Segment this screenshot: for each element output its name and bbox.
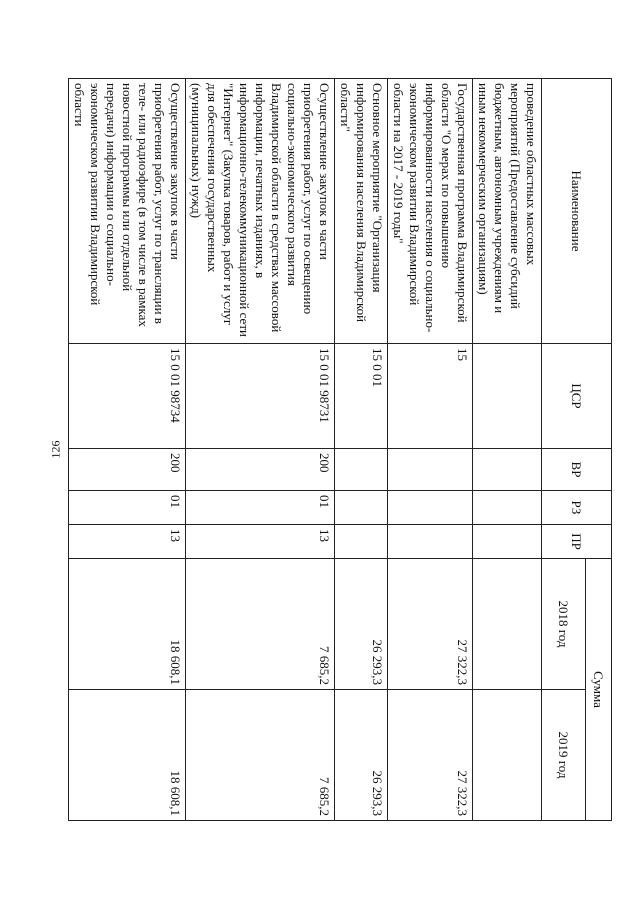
row-name: Государственная программа Владимирской области "О мерах по повышению информированности населения о социально-экономическом развитии Владимирской области на 2017 - 2019 годы"	[388, 79, 473, 344]
row-csr: 15 0 01 98731	[186, 344, 335, 449]
page-number: 126	[48, 440, 63, 459]
row-vr	[335, 449, 388, 491]
row-sum-2018: 18 608,1	[69, 559, 186, 690]
row-sum-2018	[473, 559, 542, 690]
header-year-2018: 2018 год	[542, 559, 586, 690]
header-pr: ПР	[542, 525, 612, 559]
row-sum-2018: 7 685,2	[186, 559, 335, 690]
budget-table	[68, 78, 612, 821]
row-csr: 15 0 01	[335, 344, 388, 449]
table-row	[388, 79, 473, 821]
row-rz	[473, 491, 542, 525]
row-csr: 15	[388, 344, 473, 449]
row-csr: 15 0 01 98734	[69, 344, 186, 449]
header-rz: РЗ	[542, 491, 612, 525]
row-sum-2019: 26 293,3	[335, 690, 388, 821]
row-name: проведение областных массовых мероприятий (Предоставление субсидий бюджетным, автономным учреждениям и иным некоммерческим организациям)	[473, 79, 542, 344]
row-vr: 200	[186, 449, 335, 491]
row-pr: 13	[186, 525, 335, 559]
header-vr: ВР	[542, 449, 612, 491]
header-sum: Сумма	[586, 559, 612, 821]
row-name: Основное мероприятие "Организация информирования населения Владимирской области"	[335, 79, 388, 344]
row-sum-2019: 27 322,3	[388, 690, 473, 821]
table-row	[186, 79, 335, 821]
row-rz: 01	[186, 491, 335, 525]
rotated-table-wrapper	[72, 78, 612, 820]
row-rz	[388, 491, 473, 525]
table-row	[473, 79, 542, 821]
row-csr	[473, 344, 542, 449]
row-pr	[473, 525, 542, 559]
table-row	[69, 79, 186, 821]
row-sum-2018: 26 293,3	[335, 559, 388, 690]
row-sum-2019	[473, 690, 542, 821]
row-rz	[335, 491, 388, 525]
row-vr: 200	[69, 449, 186, 491]
header-year-2019: 2019 год	[542, 690, 586, 821]
row-name: Осуществление закупок в части приобретения работ, услуг по освещению социально-экономического развития Владимирской области в средствах массовой информации, печатных изданиях, в информационно-телекоммуникационной сети "Интернет" (Закупка товаров, работ и услуг для обеспечения государственных (муниципальных) нужд)	[186, 79, 335, 344]
row-pr	[388, 525, 473, 559]
header-name: Наименование	[542, 79, 612, 344]
row-name: Осуществление закупок в части приобретения работ, услуг по трансляции в теле- или радиоэфире (в том числе в рамках новостной программы или отдельной передачи) информации о социально-экономическом развитии Владимирской области	[69, 79, 186, 344]
row-sum-2019: 7 685,2	[186, 690, 335, 821]
row-sum-2019: 18 608,1	[69, 690, 186, 821]
row-sum-2018: 27 322,3	[388, 559, 473, 690]
row-pr: 13	[69, 525, 186, 559]
header-csr: ЦСР	[542, 344, 612, 449]
row-vr	[473, 449, 542, 491]
row-vr	[388, 449, 473, 491]
row-pr	[335, 525, 388, 559]
row-rz: 01	[69, 491, 186, 525]
table-row	[335, 79, 388, 821]
